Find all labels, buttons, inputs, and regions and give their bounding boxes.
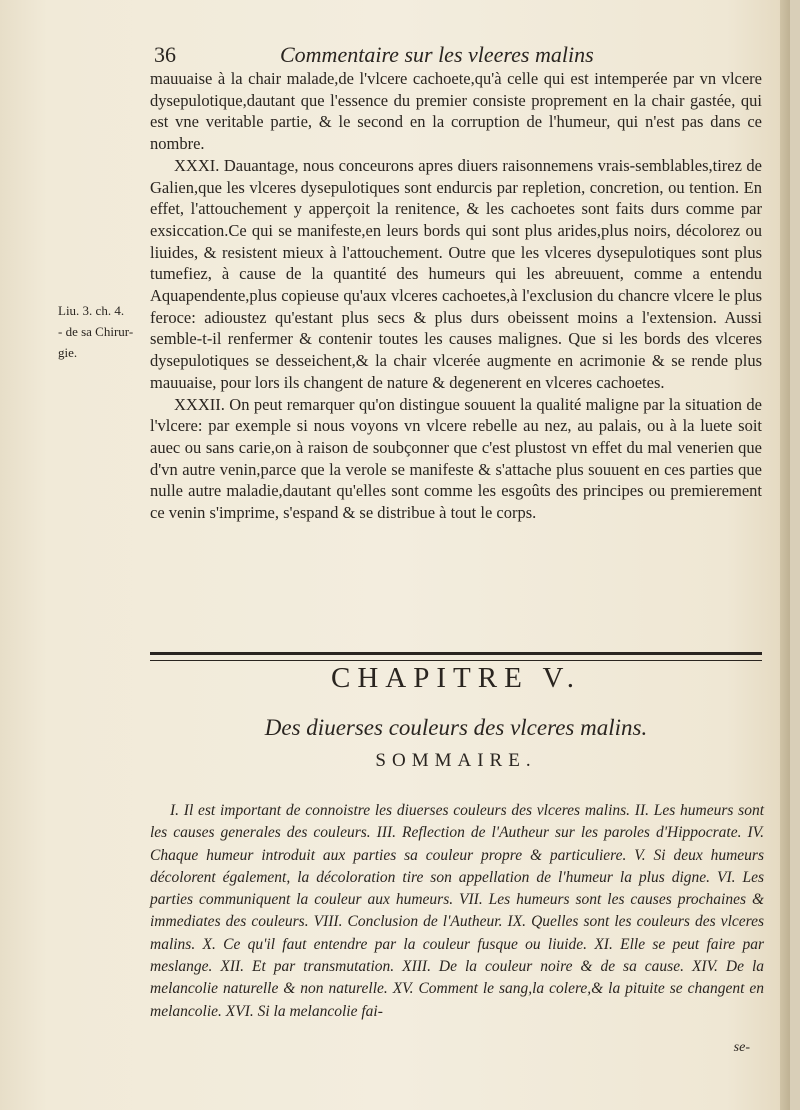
sommaire-heading: SOMMAIRE. [375,750,537,771]
chapter-subtitle: Des diuerses couleurs des vlceres malins. [264,715,648,740]
margin-note-line: - de sa Chirur- [58,324,134,339]
page-edge [780,0,790,1110]
section-divider [150,652,762,661]
paragraph: mauuaise à la chair malade,de l'vlcere cachoete,qu'à celle qui est intemperée par vn vlcere dysepulotique,dautant que l'essence du premier consiste proprement en la chair gastée, qui est vne veritable partie, & le second en la corruption de l'humeur, qui n'est pas dans ce nombre. [150,69,762,154]
margin-note-line: Liu. 3. ch. 4. [58,303,125,318]
page-number: 36 [154,42,176,67]
catchword: se- [733,1040,750,1055]
summary-paragraph: I. Il est important de connoistre les diuerses couleurs des vlceres malins. II. Les humeurs sont les causes generales des couleurs. III. Reflection de l'Autheur sur les paroles d'Hippocrate. IV. Chaque humeur introduit aux parties sa couleur propre & particuliere. V. Si deux humeurs décolorent également, la décoloration tire son appellation de l'humeur la plus digne. VI. Les parties communiquent la couleur aux humeurs. VII. Les humeurs sont les causes prochaines & immediates des couleurs. VIII. Conclusion de l'Autheur. IX. Quelles sont les couleurs des vlceres malins. X. Ce qu'il faut entendre par la couleur fusque ou liuide. XI. Elle se peut faire par meslange. XII. Et par transmutation. XIII. De la couleur noire & de sa cause. XIV. De la melancolie naturelle & non naturelle. XV. Comment le sang,la colere,& la pituite se changent en melancolie. XVI. Si la melancolie fai- [150,802,764,1020]
chapter-heading: CHAPITRE V. [331,662,581,694]
summary-text [150,800,764,1023]
paragraph: XXXI. Dauantage, nous conceurons apres diuers raisonnemens vrais-semblables,tirez de Galien,que les vlceres dysepulotiques sont endurcis par repletion, concretion, ou tention. En effet, l'attouchement y apperçoit la renitence, & les cachoetes sont faits durs comme par exsiccation.Ce qui se manifeste,en leurs bords qui sont plus arides,plus noirs, décolorez ou liuides, & resistent mieux à l'attouchement. Outre que les vlceres dysepulotiques sont plus tumefiez, à cause de la quantité des humeurs qui les abreuuent, comme a entendu Aquapendente,plus copieuse qu'aux vlceres cachoetes,à l'exclusion du chancre vlcere le plus feroce: adioustez qu'estant plus secs & plus durs obeissent moins a l'extension. Aussi semble-t-il renfermer & contenir toutes les causes malignes. Que si les bords des vlceres dysepulotiques se desseichent,& la chair vlcerée augmente en acrimonie & se rende plus mauuaise, pour lors ils changent de nature & degenerent en vlceres cachoetes. [150,155,762,392]
margin-note-line: gie. [58,345,78,360]
body-text [150,68,762,524]
page-header [150,40,770,70]
paragraph: XXXII. On peut remarquer qu'on distingue souuent la qualité maligne par la situation de l'vlcere: par exemple si nous voyons vn vlcere rebelle au nez, au palais, ou à la luete soit auec ou sans carie,on à raison de soubçonner que c'est plustost vn effet du mal venerien que d'vn autre venin,parce que la verole se manifeste & s'attache plus souuent en ces parties que nulle autre maladie,dautant qu'elles sont comme les esgoûts des principes ou premierement ce venin s'imprime, s'espand & se distribue à tout le corps. [150,394,762,523]
margin-note [58,300,158,363]
running-title: Commentaire sur les vleeres malins [280,42,594,67]
